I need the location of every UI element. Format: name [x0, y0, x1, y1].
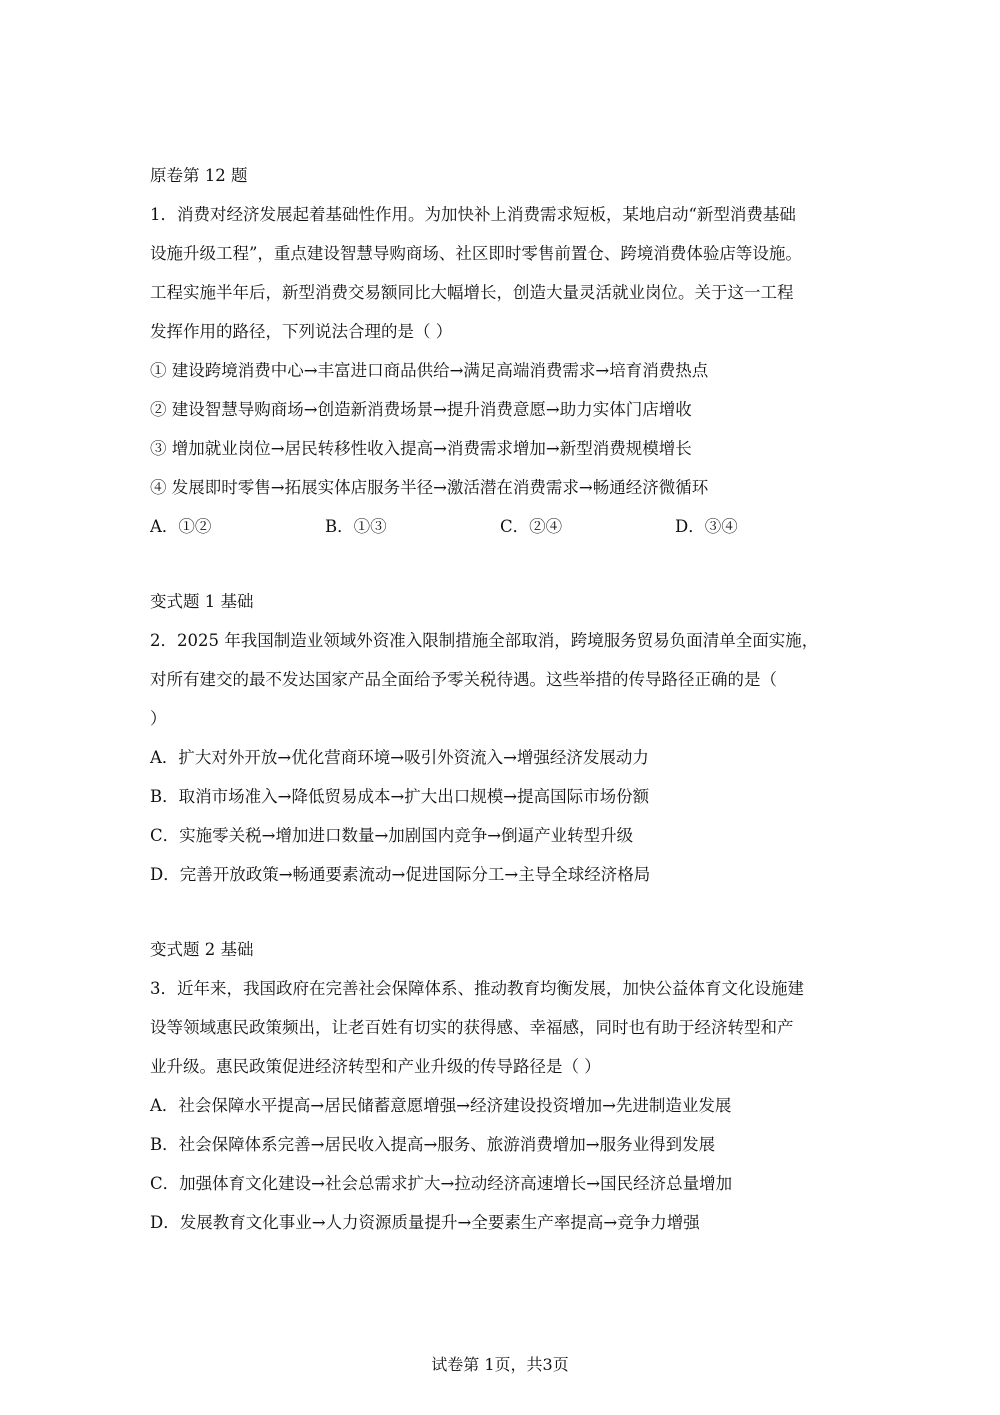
question-line: 设施升级工程”，重点建设智慧导购商场、社区即时零售前置仓、跨境消费体验店等设施。 [150, 244, 802, 263]
question-line: 工程实施半年后，新型消费交易额同比大幅增长，创造大量灵活就业岗位。关于这一工程 [150, 283, 794, 302]
choice-a: A．①② [150, 517, 212, 536]
option-d: D．发展教育文化事业→人力资源质量提升→全要素生产率提高→竞争力增强 [150, 1213, 700, 1232]
option-c: C．实施零关税→增加进口数量→加剧国内竞争→倒逼产业转型升级 [150, 826, 634, 845]
question-line: 发挥作用的路径，下列说法合理的是（ ） [150, 322, 453, 341]
question-line: 3．近年来，我国政府在完善社会保障体系、推动教育均衡发展，加快公益体育文化设施建 [150, 979, 804, 998]
question-line: 业升级。惠民政策促进经济转型和产业升级的传导路径是（ ） [150, 1057, 601, 1076]
choice-c: C．②④ [500, 517, 563, 536]
option-d: D．完善开放政策→畅通要素流动→促进国际分工→主导全球经济格局 [150, 865, 651, 884]
section-title: 变式题 1 基础 [150, 592, 254, 611]
option-c: C．加强体育文化建设→社会总需求扩大→拉动经济高速增长→国民经济总量增加 [150, 1174, 733, 1193]
choice-d: D．③④ [675, 517, 738, 536]
section-title: 原卷第 12 题 [150, 166, 248, 185]
statement: ④ 发展即时零售→拓展实体店服务半径→激活潜在消费需求→畅通经济微循环 [150, 478, 709, 497]
option-b: B．社会保障体系完善→居民收入提高→服务、旅游消费增加→服务业得到发展 [150, 1135, 716, 1154]
statement: ② 建设智慧导购商场→创造新消费场景→提升消费意愿→助力实体门店增收 [150, 400, 692, 419]
question-line: ） [150, 709, 167, 728]
question-line: 对所有建交的最不发达国家产品全面给予零关税待遇。这些举措的传导路径正确的是（ [150, 670, 777, 689]
question-line: 2．2025 年我国制造业领域外资准入限制措施全部取消，跨境服务贸易负面清单全面实施， [150, 631, 819, 650]
answer-choices [150, 507, 862, 546]
section-gap [150, 546, 862, 582]
page-footer: 试卷第 1页，共3页 [431, 1355, 569, 1374]
exam-content [150, 156, 862, 1242]
option-b: B．取消市场准入→降低贸易成本→扩大出口规模→提高国际市场份额 [150, 787, 650, 806]
question-line: 设等领域惠民政策频出，让老百姓有切实的获得感、幸福感，同时也有助于经济转型和产 [150, 1018, 794, 1037]
question-line: 1．消费对经济发展起着基础性作用。为加快补上消费需求短板，某地启动“新型消费基础 [150, 205, 796, 224]
option-a: A．社会保障水平提高→居民储蓄意愿增强→经济建设投资增加→先进制造业发展 [150, 1096, 732, 1115]
statement: ① 建设跨境消费中心→丰富进口商品供给→满足高端消费需求→培育消费热点 [150, 361, 709, 380]
option-a: A．扩大对外开放→优化营商环境→吸引外资流入→增强经济发展动力 [150, 748, 649, 767]
choice-b: B．①③ [325, 517, 387, 536]
section-title: 变式题 2 基础 [150, 940, 254, 959]
statement: ③ 增加就业岗位→居民转移性收入提高→消费需求增加→新型消费规模增长 [150, 439, 692, 458]
section-gap [150, 894, 862, 930]
